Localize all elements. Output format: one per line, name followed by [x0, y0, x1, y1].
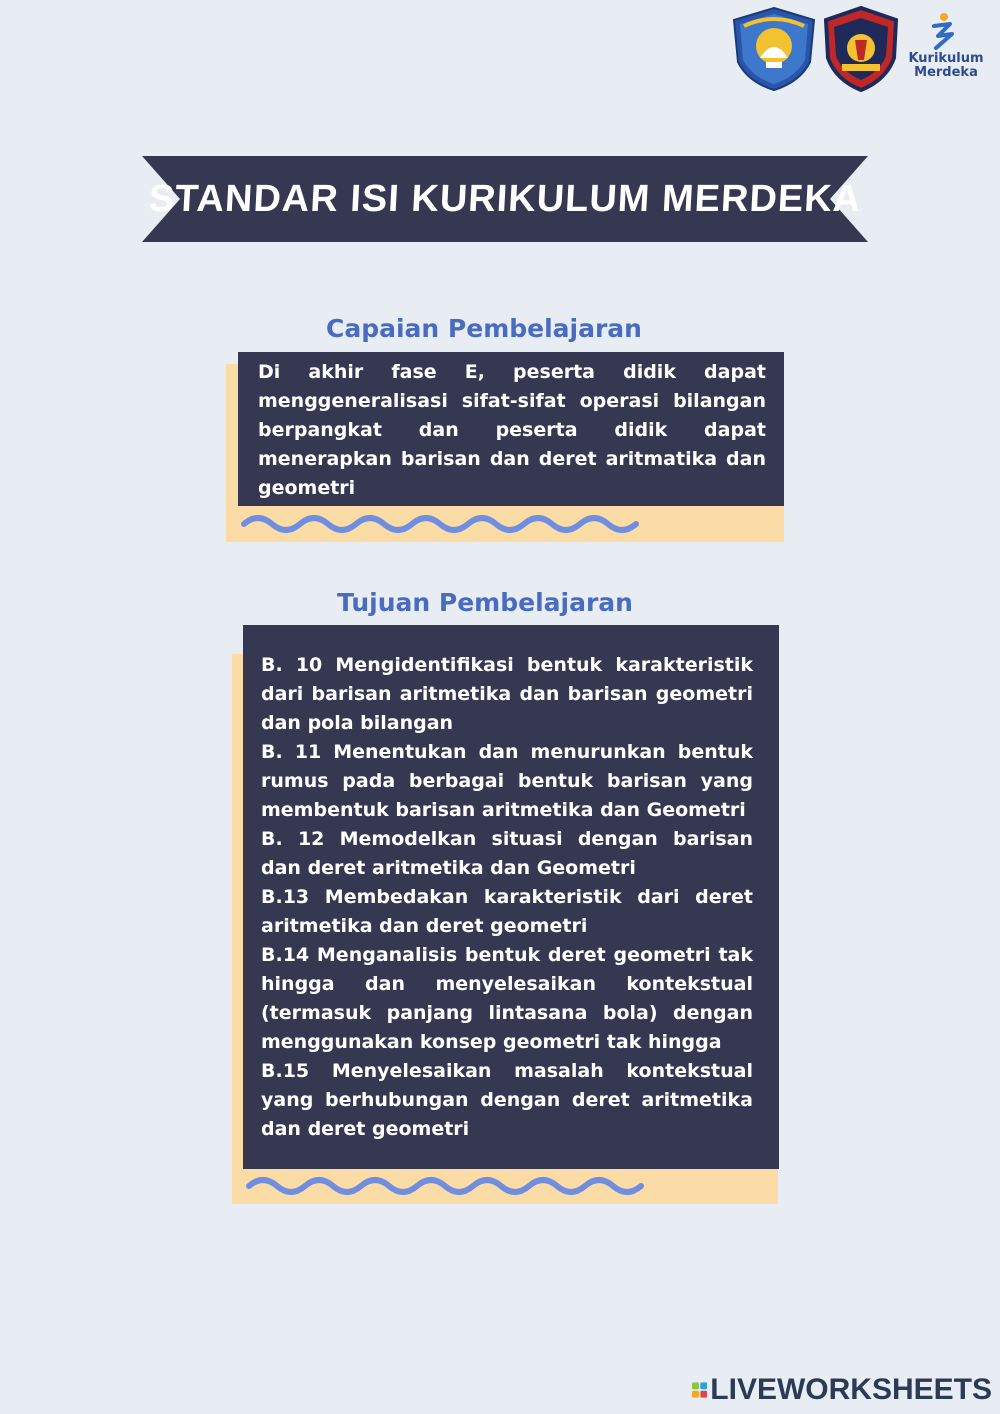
tujuan-list	[261, 651, 753, 1144]
tujuan-wave-decoration	[245, 1170, 645, 1202]
logo-group	[728, 4, 990, 94]
page-title: STANDAR ISI KURIKULUM MERDEKA	[147, 177, 863, 220]
tujuan-item-b12: B. 12 Memodelkan situasi dengan barisan dan deret aritmetika dan Geometri	[261, 828, 753, 879]
kurikulum-merdeka-wordmark	[906, 52, 986, 80]
km-line-2: Merdeka	[914, 65, 978, 80]
tujuan-item-b13: B.13 Membedakan karakteristik dari deret aritmetika dan deret geometri	[261, 886, 753, 937]
tujuan-item-b10: B. 10 Mengidentifikasi bentuk karakteristik dari barisan aritmetika dan barisan geometri dan pola bilangan	[261, 654, 753, 734]
kurikulum-merdeka-logo	[904, 12, 984, 90]
tujuan-title: Tujuan Pembelajaran	[337, 588, 633, 617]
capaian-text: Di akhir fase E, peserta didik dapat menggeneralisasi sifat-sifat operasi bilangan berpangkat dan peserta didik dapat menerapkan barisan dan deret aritmatika dan geometri	[258, 361, 766, 499]
capaian-title: Capaian Pembelajaran	[326, 314, 642, 343]
liveworksheets-wordmark: LIVEWORKSHEETS	[710, 1373, 992, 1406]
kemdikbud-logo	[730, 6, 818, 92]
universitas-logo	[822, 6, 900, 92]
tujuan-item-b15: B.15 Menyelesaikan masalah kontekstual yang berhubungan dengan deret aritmetika dan deret geometri	[261, 1060, 753, 1140]
tujuan-card	[243, 625, 779, 1169]
kurikulum-merdeka-mark-icon	[928, 12, 956, 50]
capaian-card	[238, 352, 784, 506]
km-line-1: Kurikulum	[908, 51, 984, 66]
liveworksheets-brand	[692, 1374, 992, 1406]
tujuan-item-b14: B.14 Menganalisis bentuk deret geometri tak hingga dan menyelesaikan kontekstual (termasuk panjang lintasana bola) dengan menggunakan konsep geometri tak hingga	[261, 944, 753, 1053]
tujuan-item-b11: B. 11 Menentukan dan menurunkan bentuk rumus pada berbagai bentuk barisan yang membentuk barisan aritmetika dan Geometri	[261, 741, 753, 821]
capaian-wave-decoration	[240, 508, 640, 540]
liveworksheets-icon	[692, 1379, 707, 1401]
